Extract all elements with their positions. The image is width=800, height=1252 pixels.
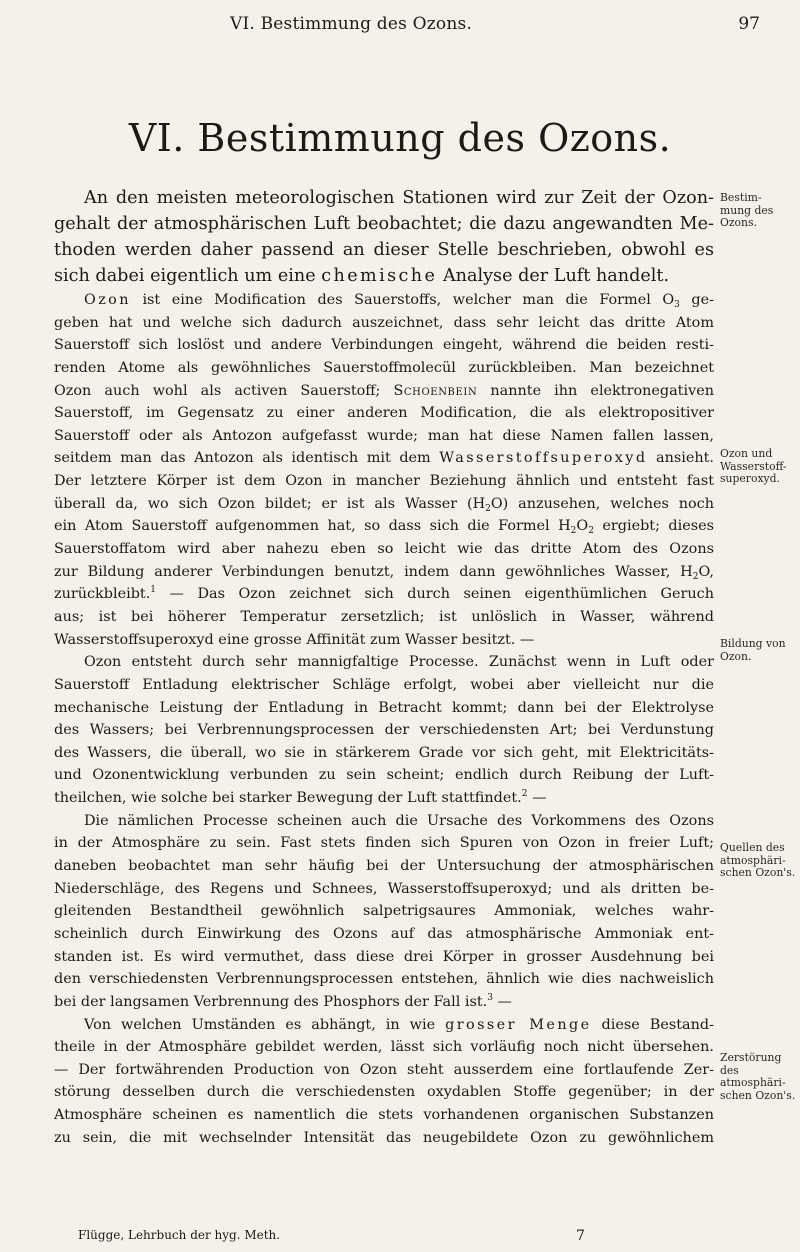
running-header-title: VI. Bestimmung des Ozons. — [230, 14, 473, 34]
text-line: gleitenden Bestandtheil gewöhnlich salpetrigsaures Ammoniak, welches wahr- — [54, 903, 714, 920]
text-line: zurückbleibt.$^1$ — Das Ozon zeichnet sich durch seinen eigenthümlichen Geruch — [54, 585, 714, 603]
text-line: Der letztere Körper ist dem Ozon in mancher Beziehung ähnlich und entsteht fast — [54, 473, 714, 490]
text-line: Sauerstoff, im Gegensatz zu einer anderen Modification, die als elektropositiver — [54, 405, 714, 422]
text-line: Ozon auch wohl als activen Sauerstoff; Schoenbein nannte ihn elektronegativen — [54, 382, 714, 399]
margin-note: Bildung von Ozon. — [720, 637, 786, 663]
text-line: standen ist. Es wird vermuthet, dass diese drei Körper in grosser Ausdehnung bei — [54, 948, 714, 965]
text-line: zu sein, die mit wechselnder Intensität das neugebildete Ozon zu gewöhnlichem — [54, 1129, 714, 1146]
text-line: überall da, wo sich Ozon bildet; er ist als Wasser $(H_2O)$ anzusehen, welches noch — [54, 495, 714, 514]
text-line: des Wassers, die überall, wo sie in stärkerem Grade vor sich geht, mit Elektricitäts- — [54, 744, 714, 761]
page-number: 97 — [738, 14, 760, 34]
text-line: sich dabei eigentlich um eine chemische Analyse der Luft handelt. — [54, 266, 670, 286]
text-line: renden Atome als gewöhnliches Sauerstoffmolecül zurückbleiben. Man bezeichnet — [54, 359, 714, 376]
text-line: theilchen, wie solche bei starker Bewegung der Luft stattfindet.$^2$ — — [54, 789, 547, 807]
text-line: und Ozonentwicklung verbunden zu sein scheint; endlich durch Reibung der Luft- — [54, 767, 714, 784]
text-line: Sauerstoff Entladung elektrischer Schläge erfolgt, wobei aber vielleicht nur die — [54, 676, 714, 693]
text-line: gehalt der atmosphärischen Luft beobachtet; die dazu angewandten Me- — [54, 214, 714, 234]
text-line: Die nämlichen Processe scheinen auch die Ursache des Vorkommens des Ozons — [84, 812, 714, 829]
text-line: — Der fortwährenden Production von Ozon steht ausserdem eine fortlaufende Zer- — [54, 1061, 714, 1078]
text-line: daneben beobachtet man sehr häufig bei der Untersuchung der atmosphärischen — [54, 858, 714, 875]
text-line: mechanische Leistung der Entladung in Betracht kommt; dann bei der Elektrolyse — [54, 699, 714, 716]
margin-note: Quellen des atmosphäri- schen Ozon's. — [720, 841, 796, 879]
text-line: zur Bildung anderer Verbindungen benutzt, indem dann gewöhnliches Wasser, $H_2O$, — [54, 563, 714, 582]
text-line: in der Atmosphäre zu sein. Fast stets finden sich Spuren von Ozon in freier Luft; — [54, 835, 714, 852]
text-line: geben hat und welche sich dadurch auszeichnet, dass sehr leicht das dritte Atom — [54, 314, 714, 331]
text-line: Wasserstoffsuperoxyd eine grosse Affinität zum Wasser besitzt. — — [54, 631, 535, 648]
text-line: Sauerstoff oder als Antozon aufgefasst wurde; man hat diese Namen fallen lassen, — [54, 427, 714, 444]
chapter-title: VI. Bestimmung des Ozons. — [128, 116, 672, 160]
text-line: aus; ist bei höherer Temperatur zersetzlich; ist unlöslich in Wasser, während — [54, 608, 714, 625]
text-line: Sauerstoffatom wird aber nahezu eben so leicht wie das dritte Atom des Ozons — [54, 541, 714, 558]
signature-mark: 7 — [576, 1228, 585, 1244]
text-line: den verschiedensten Verbrennungsprocessen entstehen, ähnlich wie dies nachweislich — [54, 971, 714, 988]
text-line: An den meisten meteorologischen Stationen wird zur Zeit der Ozon- — [84, 188, 714, 208]
margin-note: Zerstörung des atmosphäri- schen Ozon's. — [720, 1051, 796, 1102]
text-line: seitdem man das Antozon als identisch mit dem Wasserstoffsuperoxyd ansieht. — [54, 450, 714, 467]
text-line: theile in der Atmosphäre gebildet werden, lässt sich vorläufig noch nicht übersehen. — [54, 1039, 714, 1056]
text-line: Sauerstoff sich loslöst und andere Verbindungen eingeht, während die beiden resti- — [54, 337, 714, 354]
text-line: scheinlich durch Einwirkung des Ozons auf das atmosphärische Ammoniak ent- — [54, 925, 714, 942]
margin-note: Ozon und Wasserstoff- superoxyd. — [720, 447, 787, 485]
text-line: Ozon entsteht durch sehr mannigfaltige Processe. Zunächst wenn in Luft oder — [84, 654, 714, 671]
publisher-line: Flügge, Lehrbuch der hyg. Meth. — [78, 1228, 281, 1242]
text-line: störung desselben durch die verschiedensten oxydablen Stoffe gegenüber; in der — [54, 1084, 714, 1101]
text-line: des Wassers; bei Verbrennungsprocessen der verschiedensten Art; bei Verdunstung — [54, 722, 714, 739]
text-line: ein Atom Sauerstoff aufgenommen hat, so dass sich die Formel $H_2O_2$ ergiebt; dieses — [54, 518, 714, 537]
text-line: Atmosphäre scheinen es namentlich die stets vorhandenen organischen Substanzen — [54, 1107, 714, 1124]
text-line: thoden werden daher passend an dieser Stelle beschrieben, obwohl es — [54, 240, 714, 260]
text-line: Niederschläge, des Regens und Schnees, Wasserstoffsuperoxyd; und als dritten be- — [54, 880, 714, 897]
text-line: Von welchen Umständen es abhängt, in wie grosser Menge diese Bestand- — [84, 1016, 714, 1033]
margin-note: Bestim- mung des Ozons. — [720, 191, 774, 229]
text-line: Ozon ist eine Modification des Sauerstoffs, welcher man die Formel $O_3$ ge- — [84, 292, 714, 310]
text-line: bei der langsamen Verbrennung des Phosphors der Fall ist.$^3$ — — [54, 992, 512, 1010]
